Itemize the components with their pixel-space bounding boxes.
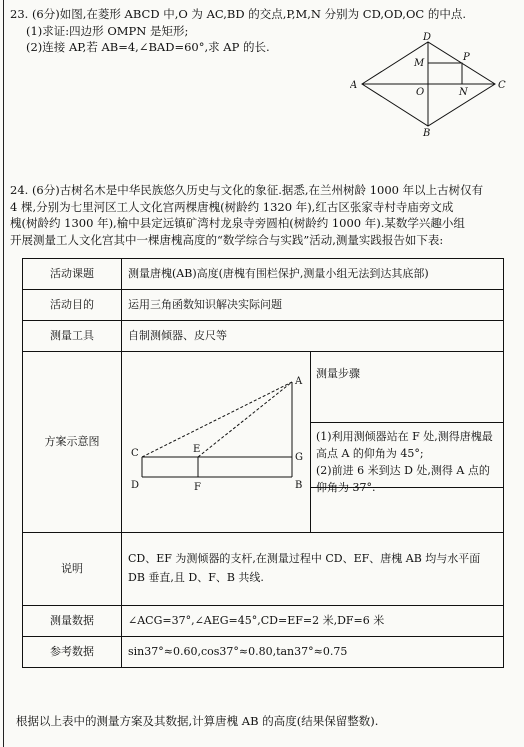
explain-value: CD、EF 为测倾器的支杆,在测量过程中 CD、EF、唐槐 AB 均与水平面 DB 垂直,且 D、F、B 共线.	[122, 533, 504, 606]
label-A: A	[350, 80, 358, 91]
reference-key: 参考数据	[23, 637, 122, 668]
scheme-key: 方案示意图	[23, 352, 122, 533]
tools-key: 测量工具	[23, 321, 122, 352]
explain-key: 说明	[23, 533, 122, 606]
table-row	[23, 290, 504, 321]
table-row	[23, 259, 504, 290]
sightline-ea	[198, 382, 292, 457]
reference-value: sin37°≈0.60,cos37°≈0.80,tan37°≈0.75	[122, 637, 504, 668]
label-P: P	[463, 52, 470, 63]
topic-key: 活动课题	[23, 259, 122, 290]
data-value: ∠ACG=37°,∠AEG=45°,CD=EF=2 米,DF=6 米	[122, 606, 504, 637]
label-N: N	[459, 87, 468, 98]
steps-title: 测量步骤	[316, 367, 360, 380]
label-B: B	[295, 480, 303, 491]
label-B: B	[423, 128, 431, 137]
problem-23-stem: 23. (6分)如图,在菱形 ABCD 中,O 为 AC,BD 的交点,P,M,N 分别为 CD,OD,OC 的中点.	[10, 7, 466, 21]
steps-box	[310, 422, 503, 495]
measurement-steps	[310, 352, 503, 532]
label-O: O	[416, 87, 425, 98]
problem-24-stem-line: 4 棵,分别为七里河区工人文化宫两棵唐槐(树龄约 1320 年),红古区张家寺村寺庙旁文成	[10, 199, 454, 214]
label-M: M	[414, 58, 425, 69]
label-F: F	[194, 482, 201, 493]
table-row	[23, 352, 504, 533]
measurement-report-table	[22, 258, 504, 668]
sightline-ca	[142, 382, 292, 457]
problem-23-part-2: (2)连接 AP,若 AB=4,∠BAD=60°,求 AP 的长.	[26, 40, 270, 55]
purpose-value: 运用三角函数知识解决实际问题	[122, 290, 504, 321]
table-row	[23, 533, 504, 606]
table-row	[23, 606, 504, 637]
label-A: A	[295, 376, 303, 387]
tools-value: 自制测倾器、皮尺等	[122, 321, 504, 352]
problem-24-stem-line: 24. (6分)古树名木是中华民族悠久历史与文化的象征.据悉,在兰州树龄 1000 年以上古树仅有	[10, 183, 484, 197]
table-row	[23, 637, 504, 668]
label-C: C	[498, 80, 506, 91]
rhombus-diagram	[350, 32, 510, 137]
problem-23-part-1: (1)求证:四边形 OMPN 是矩形;	[26, 23, 189, 38]
problem-24-stem-line: 开展测量工人文化宫其中一棵唐槐高度的“数学综合与实践”活动,测量实践报告如下表:	[10, 233, 444, 248]
problem-24	[10, 182, 516, 249]
label-G: G	[295, 452, 303, 463]
label-D: D	[131, 480, 140, 491]
label-D: D	[423, 32, 432, 43]
margin-rule	[3, 0, 4, 747]
scheme-cell	[122, 352, 504, 533]
label-C: C	[131, 448, 139, 459]
purpose-key: 活动目的	[23, 290, 122, 321]
problem-24-stem-line: 槐(树龄约 1300 年),榆中县定远镇矿湾村龙泉寺旁圆柏(树龄约 1000 年).某数学兴趣小组	[10, 216, 465, 231]
segments-mp-pn	[428, 63, 462, 84]
step-1: (1)利用测倾器站在 F 处,测得唐槐最高点 A 的仰角为 45°;	[316, 430, 493, 461]
label-E: E	[193, 444, 201, 455]
data-key: 测量数据	[23, 606, 122, 637]
table-row	[23, 321, 504, 352]
problem-24-question: 根据以上表中的测量方案及其数据,计算唐槐 AB 的高度(结果保留整数).	[16, 714, 379, 728]
topic-value: 测量唐槐(AB)高度(唐槐有围栏保护,测量小组无法到达其底部)	[122, 259, 504, 290]
step-2: (2)前进 6 米到达 D 处,测得 A 点的仰角为 37°.	[316, 464, 490, 495]
tree-measurement-diagram	[122, 352, 311, 532]
